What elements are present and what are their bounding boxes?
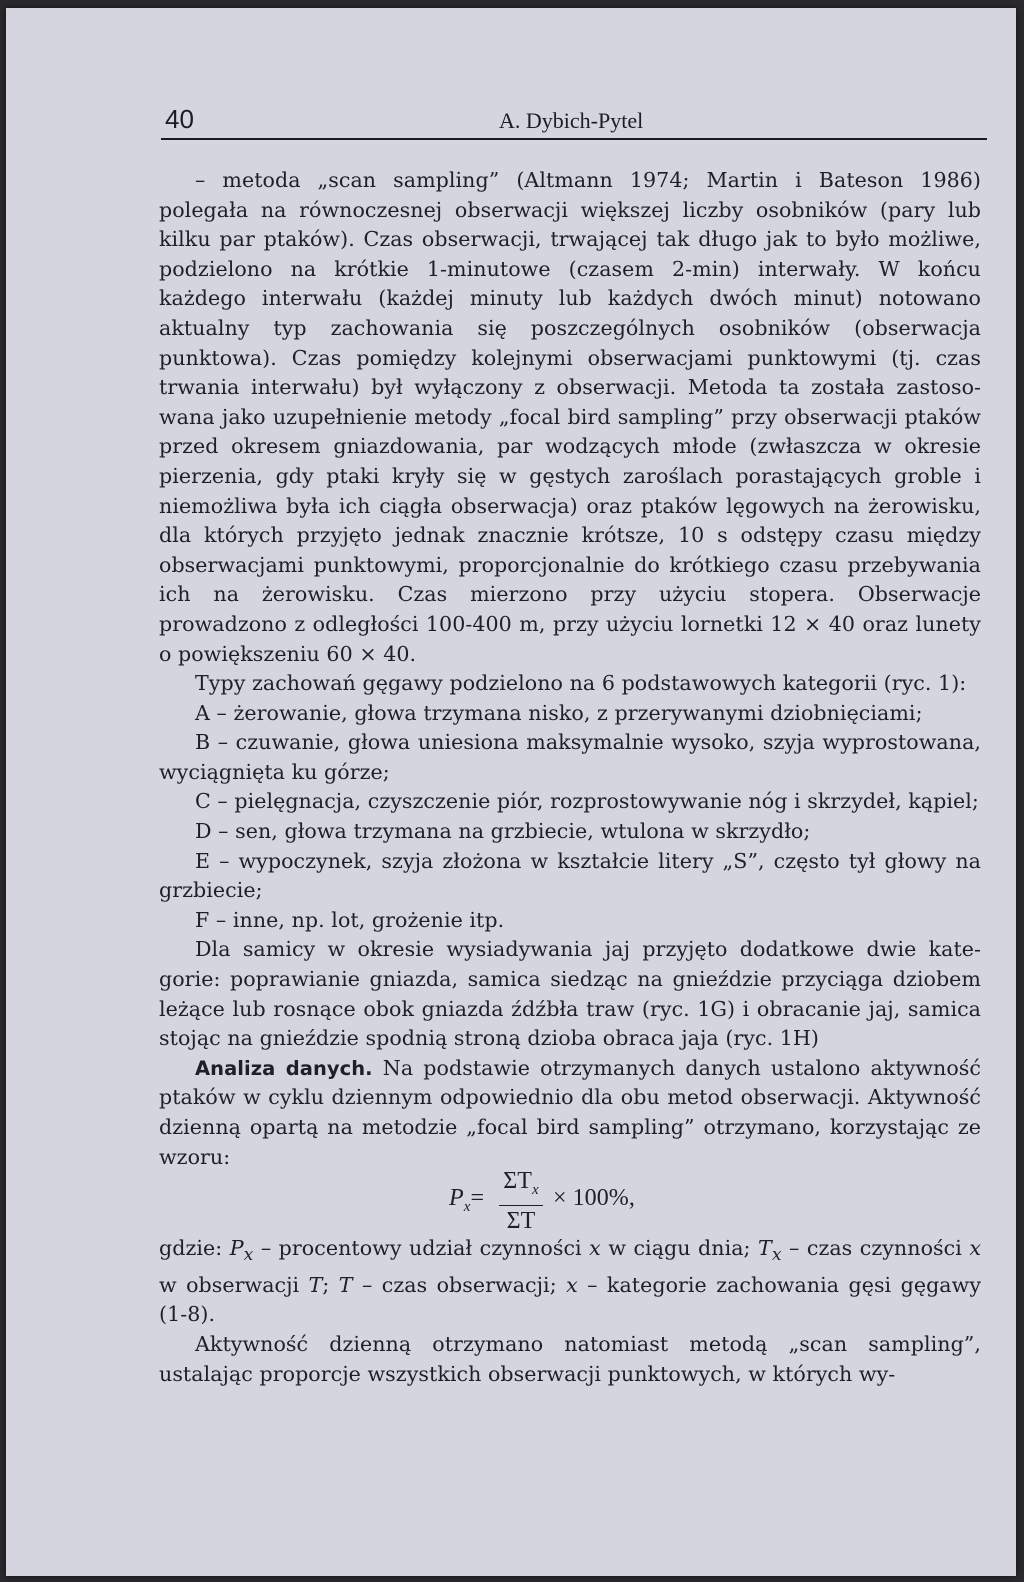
paragraph-scan-activity: Aktywność dzienną otrzymano natomiast metodą „scan sampling”, ustalając proporcje wszystkich obserwacji punktowych, w których wy- bbox=[159, 1332, 981, 1386]
paragraph-female-categories: Dla samicy w okresie wysiadywania jaj przyjęto dodatkowe dwie kategorie: poprawianie gniazda, samica siedząc na gnieździe przyciąga dziobem leżące lub rosnące obok gniazda źdźbła traw (ryc. 1G) i obracanie jaj, samica stojąc na gnieździe spodnią stroną dzioba obraca jaja (ryc. 1H) bbox=[159, 937, 981, 1051]
formula-fraction bbox=[499, 1166, 543, 1236]
analysis-text: Na podstawie otrzymanych danych ustalono aktywność ptaków w cyklu dziennym odpowiednio dla obu metod obserwacji. Aktywność dzienną opartą na metodzie „focal bird sampling” otrzymano, korzystając ze wzoru: bbox=[159, 1055, 981, 1169]
category-b: B – czuwanie, głowa uniesiona maksymalnie wysoko, szyja wyprostowana, wyciągnięta ku górze; bbox=[159, 730, 981, 784]
category-d: D – sen, głowa trzymana na grzbiecie, wtulona w skrzydło; bbox=[195, 819, 811, 844]
category-f: F – inne, np. lot, grożenie itp. bbox=[195, 907, 505, 932]
formula-lhs: $P_x=$ bbox=[449, 1185, 485, 1215]
body-text bbox=[159, 166, 981, 1389]
paragraph-data-analysis bbox=[159, 1054, 981, 1172]
category-a: A – żerowanie, głowa trzymana nisko, z przerywanymi dziobnięciami; bbox=[195, 700, 923, 725]
category-c: C – pielęgnacja, czyszczenie piór, rozprostowywanie nóg i skrzydeł, kąpiel; bbox=[195, 789, 979, 814]
page-number: 40 bbox=[165, 104, 194, 134]
formula-denominator: ΣT bbox=[506, 1207, 536, 1234]
formula-px bbox=[159, 1168, 981, 1234]
running-head-author: A. Dybich-Pytel bbox=[499, 108, 644, 133]
formula-numerator: $\Sigma T_x$ bbox=[499, 1166, 543, 1206]
category-e: E – wypoczynek, szyja złożona w kształcie litery „S”, często tył głowy na grzbiecie; bbox=[159, 848, 981, 903]
page-header bbox=[161, 102, 987, 140]
formula-rhs: × 100%, bbox=[553, 1185, 635, 1212]
paragraph-behavior-types: Typy zachowań gęgawy podzielono na 6 podstawowych kategorii (ryc. 1): bbox=[195, 671, 967, 696]
paragraph-scan-sampling: – metoda „scan sampling” (Altmann 1974; Martin i Bateson 1986) polegała na równoczesnej obserwacji większej liczby osobników (pary lub kilku par ptaków). Czas obserwacji, trwającej tak długo jak to było możliwe, podzielono na krótkie 1-minutowe (czasem 2-min) interwały. W końcu każdego interwału (każdej minuty lub każdych dwóch minut) notowano aktualny typ zachowania się poszczególnych osobników (obserwacja punktowa). Czas pomiędzy kolejnymi obserwacjami punktowymi (tj. czas trwania interwału) był wyłączony z obserwacji. Metoda ta została zastosowana jako uzupełnienie metody „focal bird sampling” przy obserwacji ptaków przed okresem gniazdowania, par wodzących młode (zwłaszcza w okresie pierzenia, gdy ptaki kryły się w gęstych zaroślach porastających groble i niemożliwa była ich ciągła obserwacja) oraz ptaków lęgowych na żerowisku, dla których przyjęto jednak znacznie krótsze, 10 s odstępy czasu między obserwacjami punktowymi, proporcjonalnie do krótkiego czasu przebywania ich na żerowisku. Czas mierzono przy użyciu stopera. Obserwacje prowadzono z odległości 100-400 m, przy użyciu lornetki 12 × 40 oraz lunety o powiększeniu 60 × 40. bbox=[159, 168, 981, 666]
paragraph-formula-legend: gdzie: $P_x$ – procentowy udział czynności x w ciągu dnia; $T_x$ – czas czynności x w obserwacji T; T – czas obserwacji; x – kategorie zachowania gęsi gęgawy (1-8). bbox=[159, 1236, 981, 1327]
section-lead-analysis: Analiza danych. bbox=[195, 1056, 373, 1080]
